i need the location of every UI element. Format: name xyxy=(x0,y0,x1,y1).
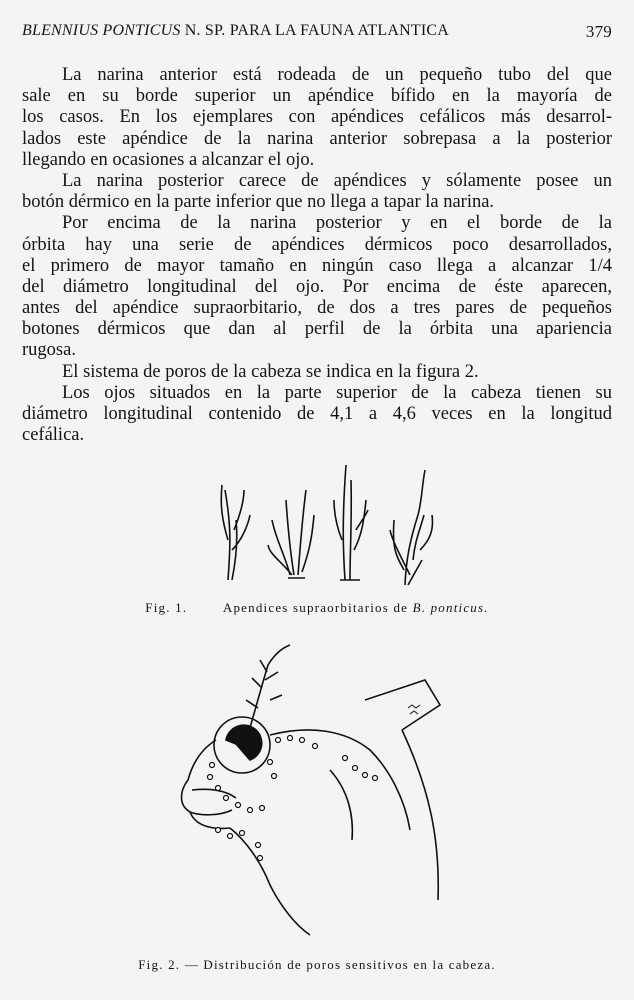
text-line: antes del apéndice supraorbitario, de dos a tres pares de pequeños xyxy=(22,298,612,319)
figure-2-label: Fig. 2. xyxy=(138,957,181,972)
title-rest: N. SP. PARA LA FAUNA ATLANTICA xyxy=(180,22,450,39)
text-line: El sistema de poros de la cabeza se indica en la figura 2. xyxy=(62,361,479,382)
figure-1-label: Fig. 1. xyxy=(145,600,188,615)
page-number: 379 xyxy=(585,22,612,41)
text-line: llegando en ocasiones a alcanzar el ojo. xyxy=(22,149,315,170)
figure-2-caption xyxy=(0,957,634,973)
figure-1-caption xyxy=(0,600,634,616)
sensory-pores xyxy=(208,736,378,861)
appendix-2 xyxy=(268,490,314,578)
figure-2-drawing xyxy=(170,640,470,940)
figure-1-species: B. ponticus. xyxy=(412,600,489,615)
appendix-3 xyxy=(334,465,368,580)
text-line: diámetro longitudinal contenido de 4,1 a 4,6 veces en la longitud xyxy=(22,404,612,424)
text-line: La narina anterior está rodeada de un pequeño tubo del que xyxy=(62,65,612,85)
text-line: Por encima de la narina posterior y en el borde de la xyxy=(62,213,612,234)
mouth-line xyxy=(192,789,236,798)
text-line: botón dérmico en la parte inferior que no llega a tapar la narina. xyxy=(22,192,495,213)
figure-2-caption-text: — Distribución de poros sensitivos en la cabeza. xyxy=(184,957,496,972)
pore-canal xyxy=(330,770,352,840)
head-outline xyxy=(182,680,441,935)
text-line: botones dérmicos que dan al perfil de la órbita una apariencia xyxy=(22,319,612,340)
appendix-1 xyxy=(221,485,250,580)
text-line: lados este apéndice de la narina anterior sobrepasa a la posterior xyxy=(22,128,612,149)
pupil xyxy=(226,725,262,760)
figure-1-caption-text: Apendices supraorbitarios de xyxy=(222,600,413,615)
text-line: los casos. En los ejemplares con apéndices cefálicos más desarrol- xyxy=(22,107,612,128)
text-line: órbita hay una serie de apéndices dérmicos poco desarrollados, xyxy=(22,234,612,255)
running-title xyxy=(22,22,449,40)
text-line: el primero de mayor tamaño en ningún caso llega a alcanzar 1/4 xyxy=(22,255,612,276)
text-line: del diámetro longitudinal del ojo. Por encima de éste aparecen, xyxy=(22,276,612,297)
text-line: sale en su borde superior un apéndice bífido en la mayoría de xyxy=(22,86,612,107)
text-line: cefálica. xyxy=(22,425,85,446)
supraorbital-appendix xyxy=(246,645,290,735)
figure-1-drawing xyxy=(210,460,440,590)
species-name: BLENNIUS PONTICUS xyxy=(22,22,181,39)
body-text xyxy=(22,65,612,446)
fin-spots xyxy=(408,705,420,714)
text-line: rugosa. xyxy=(22,340,76,361)
appendix-4 xyxy=(390,470,433,585)
text-line: La narina posterior carece de apéndices y sólamente posee un xyxy=(62,170,612,191)
text-line: Los ojos situados en la parte superior de la cabeza tienen su xyxy=(62,382,612,403)
